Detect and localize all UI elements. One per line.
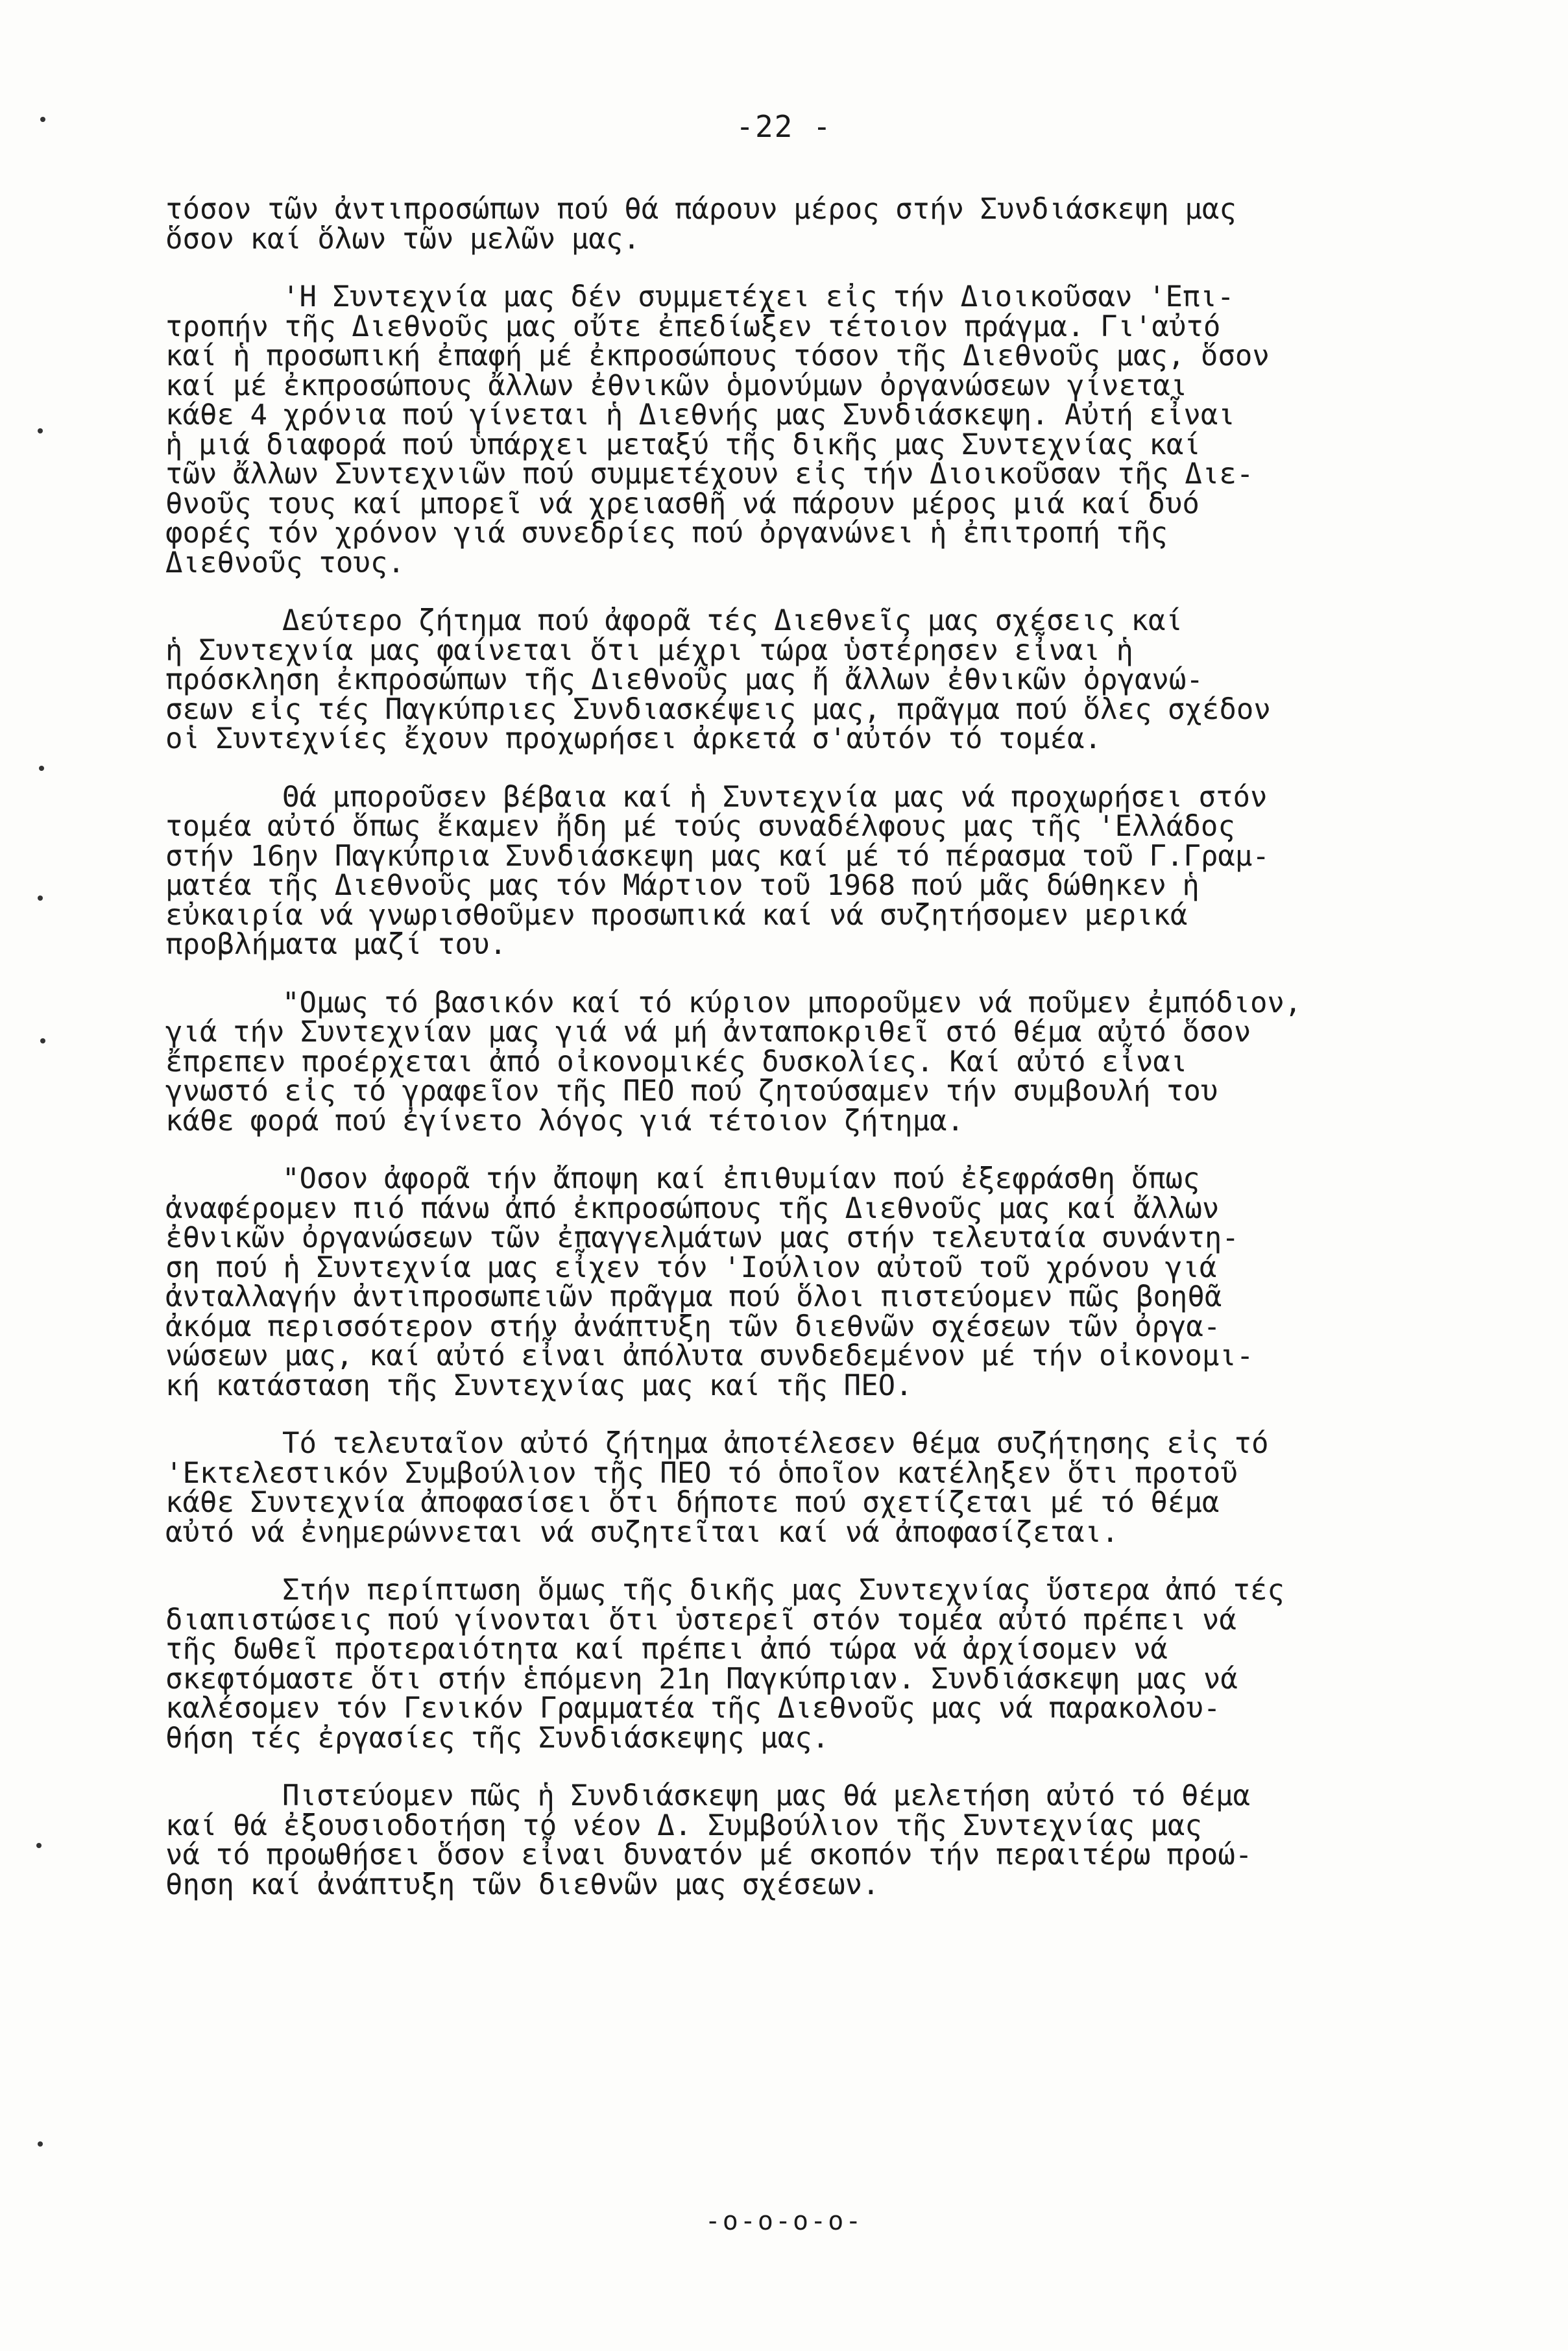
scan-speck <box>36 1843 42 1848</box>
text-line: θνοῦς τους καί μπορεῖ νά χρειασθῆ νά πάρουν μέρος μιά καί δυό <box>165 487 1200 520</box>
paragraph <box>165 1576 1440 1753</box>
text-line: καί μέ ἐκπροσώπους ἄλλων ἐθνικῶν ὁμονύμων ὀργανώσεων γίνεται <box>165 369 1188 402</box>
text-line: γιά τήν Συντεχνίαν μας γιά νά μή ἀνταποκριθεῖ στό θέμα αὐτό ὅσον <box>165 1016 1251 1049</box>
page-number: -22 - <box>736 109 832 144</box>
text-line: ἀναφέρομεν πιό πάνω ἀπό ἐκπροσώπους τῆς Διεθνοῦς μας καί ἄλλων <box>165 1191 1220 1225</box>
text-line: καί ἡ προσωπική ἐπαφή μέ ἐκπροσώπους τόσον τῆς Διεθνοῦς μας, ὅσον <box>165 339 1270 372</box>
text-line: ἡ Συντεχνία μας φαίνεται ὅτι μέχρι τώρα ὑστέρησεν εἶναι ἡ <box>165 633 1133 667</box>
text-line: Στήν περίπτωση ὅμως τῆς δικῆς μας Συντεχνίας ὕστερα ἀπό τές <box>282 1574 1285 1607</box>
text-line: νά τό προωθήσει ὅσον εἶναι δυνατόν μέ σκοπόν τήν περαιτέρω προώ- <box>165 1838 1253 1871</box>
paragraph <box>165 606 1440 754</box>
text-line: ὅσον καί ὅλων τῶν μελῶν μας. <box>165 222 640 256</box>
text-line: ση πού ἡ Συντεχνία μας εἶχεν τόν 'Ιούλιον αὐτοῦ τοῦ χρόνου γιά <box>165 1250 1217 1284</box>
text-line: "Οσον ἀφορᾶ τήν ἄποψη καί ἐπιθυμίαν πού ἐξεφράσθη ὅπως <box>282 1162 1200 1195</box>
paragraph <box>165 988 1440 1136</box>
text-line: 'Εκτελεστικόν Συμβούλιον τῆς ΠΕΟ τό ὁποῖον κατέληξεν ὅτι προτοῦ <box>165 1456 1238 1490</box>
text-line: Δεύτερο ζήτημα πού ἀφορᾶ τές Διεθνεῖς μας σχέσεις καί <box>282 604 1183 637</box>
text-line: ἀκόμα περισσότερον στήν ἀνάπτυξη τῶν διεθνῶν σχέσεων τῶν ὀργα- <box>165 1309 1221 1343</box>
text-line: τροπήν τῆς Διεθνοῦς μας οὔτε ἐπεδίωξεν τέτοιον πράγμα. Γι'αὐτό <box>165 310 1221 343</box>
text-line: αὐτό νά ἐνημερώννεται νά συζητεῖται καί νά ἀποφασίζεται. <box>165 1515 1119 1549</box>
text-line: Θά μποροῦσεν βέβαια καί ἡ Συντεχνία μας νά προχωρήσει στόν <box>282 780 1268 814</box>
scan-speck <box>38 428 43 433</box>
text-line: κάθε Συντεχνία ἀποφασίσει ὅτι δήποτε πού σχετίζεται μέ τό θέμα <box>165 1486 1220 1519</box>
text-line: ἔπρεπεν προέρχεται ἀπό οἰκονομικές δυσκολίες. Καί αὐτό εἶναι <box>165 1045 1188 1078</box>
text-line: φορές τόν χρόνον γιά συνεδρίες πού ὀργανώνει ἡ ἐπιτροπή τῆς <box>165 517 1168 550</box>
end-mark: -o-o-o-o- <box>705 2206 863 2236</box>
text-line: στήν 16ην Παγκύπρια Συνδιάσκεψη μας καί μέ τό πέρασμα τοῦ Γ.Γραμ- <box>165 839 1270 873</box>
text-line: κάθε 4 χρόνια πού γίνεται ἡ Διεθνής μας Συνδιάσκεψη. Αὐτή εἶναι <box>165 398 1235 432</box>
text-line: καί θά ἐξουσιοδοτήση τό νέον Δ. Συμβούλιον τῆς Συντεχνίας μας <box>165 1809 1202 1842</box>
paragraph <box>165 1164 1440 1400</box>
text-line: κή κατάσταση τῆς Συντεχνίας μας καί τῆς ΠΕΟ. <box>165 1369 913 1402</box>
scan-speck <box>39 766 44 771</box>
scan-speck <box>38 2141 43 2147</box>
text-line: οἱ Συντεχνίες ἔχουν προχωρήσει ἀρκετά σ'αὐτόν τό τομέα. <box>165 722 1102 755</box>
text-line: "Ομως τό βασικόν καί τό κύριον μποροῦμεν νά ποῦμεν ἐμπόδιον, <box>282 986 1302 1019</box>
text-line: διαπιστώσεις πού γίνονται ὅτι ὑστερεῖ στόν τομέα αὐτό πρέπει νά <box>165 1603 1236 1637</box>
text-line: θηση καί ἀνάπτυξη τῶν διεθνῶν μας σχέσεων. <box>165 1868 880 1901</box>
text-line: γνωστό εἰς τό γραφεῖον τῆς ΠΕΟ πού ζητούσαμεν τήν συμβουλή του <box>165 1075 1218 1108</box>
text-line: θήση τές ἐργασίες τῆς Συνδιάσκεψης μας. <box>165 1721 830 1755</box>
text-line: τῆς δωθεῖ προτεραιότητα καί πρέπει ἀπό τώρα νά ἀρχίσομεν νά <box>165 1633 1168 1666</box>
paragraph <box>165 780 1440 961</box>
text-line: πρόσκληση ἐκπροσώπων τῆς Διεθνοῦς μας ἤ ἄλλων ἐθνικῶν ὀργανώ- <box>165 663 1203 696</box>
text-line: Τό τελευταῖον αὐτό ζήτημα ἀποτέλεσεν θέμα συζήτησης εἰς τό <box>282 1427 1269 1460</box>
text-line: σεων εἰς τές Παγκύπριες Συνδιασκέψεις μας, πρᾶγμα πού ὅλες σχέδον <box>165 692 1271 726</box>
scan-speck <box>38 895 43 901</box>
text-line: ἀνταλλαγήν ἀντιπροσωπειῶν πρᾶγμα πού ὅλοι πιστεύομεν πῶς βοηθᾶ <box>165 1280 1222 1313</box>
text-line: 'Η Συντεχνία μας δέν συμμετέχει εἰς τήν Διοικοῦσαν 'Επι- <box>282 280 1235 313</box>
document-body <box>165 195 1440 1928</box>
paragraph <box>165 195 1440 254</box>
text-line: τόσον τῶν ἀντιπροσώπων πού θά πάρουν μέρος στήν Συνδιάσκεψη μας <box>165 193 1236 226</box>
text-line: προβλήματα μαζί του. <box>165 928 507 961</box>
scan-speck <box>40 1038 45 1043</box>
text-line: τομέα αὐτό ὅπως ἔκαμεν ἤδη μέ τούς συναδέλφους μας τῆς 'Ελλάδος <box>165 810 1235 843</box>
text-line: Διεθνοῦς τους. <box>165 546 405 579</box>
text-line: ἡ μιά διαφορά πού ὑπάρχει μεταξύ τῆς δικῆς μας Συντεχνίας καί <box>165 428 1201 461</box>
text-line: Πιστεύομεν πῶς ἡ Συνδιάσκεψη μας θά μελετήση αὐτό τό θέμα <box>282 1779 1250 1812</box>
paragraph <box>165 1781 1440 1899</box>
text-line: εὐκαιρία νά γνωρισθοῦμεν προσωπικά καί νά συζητήσομεν μερικά <box>165 898 1188 932</box>
text-line: τῶν ἄλλων Συντεχνιῶν πού συμμετέχουν εἰς τήν Διοικοῦσαν τῆς Διε- <box>165 457 1254 491</box>
text-line: ἐθνικῶν ὀργανώσεων τῶν ἐπαγγελμάτων μας στήν τελευταία συνάντη- <box>165 1221 1239 1254</box>
text-line: ματέα τῆς Διεθνοῦς μας τόν Μάρτιον τοῦ 1968 πού μᾶς δώθηκεν ἡ <box>165 869 1200 902</box>
text-line: καλέσομεν τόν Γενικόν Γραμματέα τῆς Διεθνοῦς μας νά παρακολου- <box>165 1692 1221 1725</box>
text-line: κάθε φορά πού ἐγίνετο λόγος γιά τέτοιον ζήτημα. <box>165 1104 965 1138</box>
text-line: νώσεων μας, καί αὐτό εἶναι ἀπόλυτα συνδεδεμένον μέ τήν οἰκονομι- <box>165 1339 1254 1372</box>
text-line: σκεφτόμαστε ὅτι στήν ἑπόμενη 21η Παγκύπριαν. Συνδιάσκεψη μας νά <box>165 1662 1238 1696</box>
paragraph <box>165 282 1440 578</box>
paragraph <box>165 1429 1440 1547</box>
